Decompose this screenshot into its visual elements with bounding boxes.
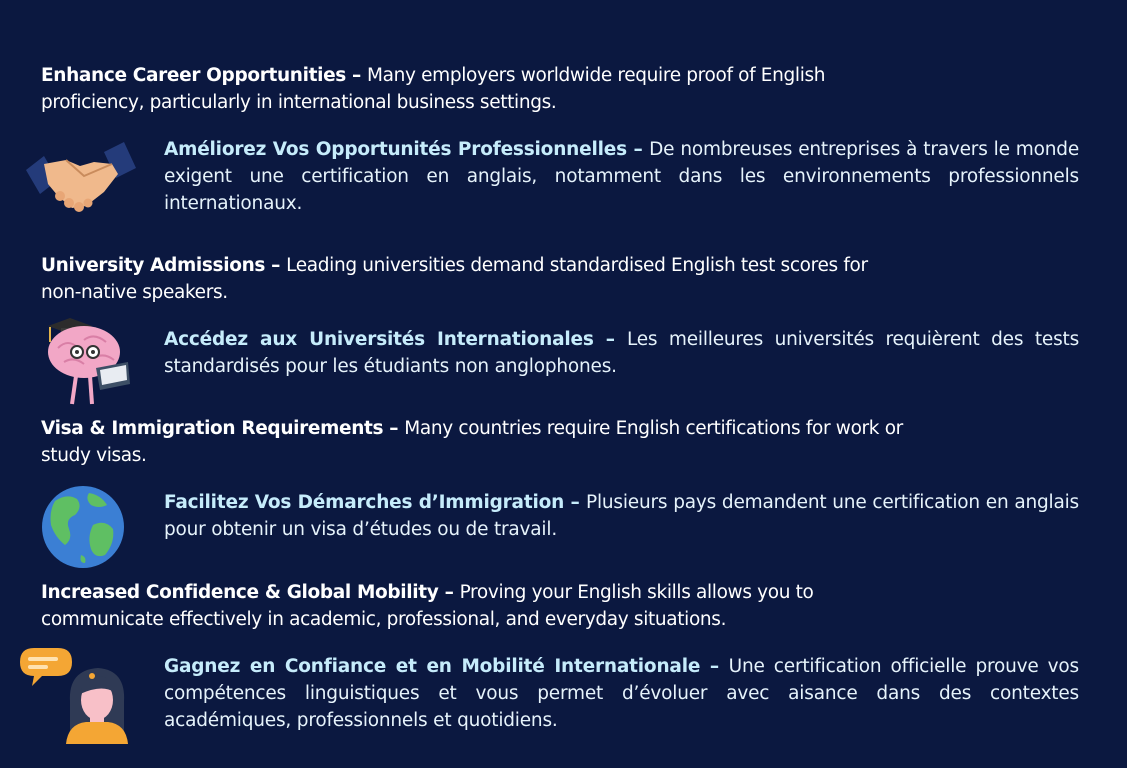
- globe-icon: [41, 485, 125, 569]
- section-1-english: [41, 62, 841, 116]
- handshake-icon: [24, 140, 138, 216]
- section-3-english-text: Many countries require English certifications for work or study visas.: [41, 418, 903, 466]
- section-4-english-text: Proving your English skills allows you to communicate effectively in academic, professional, and everyday situations.: [41, 582, 814, 630]
- section-2-french: [164, 326, 1079, 380]
- section-2-english: [41, 252, 901, 306]
- section-4-english-title: Increased Confidence & Global Mobility –: [41, 582, 460, 603]
- section-2-french-title: Accédez aux Universités Internationales –: [164, 329, 627, 350]
- section-1-french-text: De nombreuses entreprises à travers le monde exigent une certification en anglais, notamment dans les environnements professionnels internationaux.: [164, 139, 1079, 214]
- section-2-english-text: Leading universities demand standardised English test scores for non-native speakers.: [41, 255, 868, 303]
- section-4-english: [41, 579, 851, 633]
- section-3-english-title: Visa & Immigration Requirements –: [41, 418, 405, 439]
- section-4-french-title: Gagnez en Confiance et en Mobilité Internationale –: [164, 656, 729, 677]
- section-1-french: [164, 136, 1079, 217]
- section-3-french: [164, 489, 1079, 543]
- section-3-english: [41, 415, 911, 469]
- section-3-french-text: Plusieurs pays demandent une certification en anglais pour obtenir un visa d’études ou de travail.: [164, 492, 1079, 540]
- section-2-french-text: Les meilleures universités requièrent des tests standardisés pour les étudiants non anglophones.: [164, 329, 1080, 377]
- section-2-english-title: University Admissions –: [41, 255, 287, 276]
- section-1-english-title: Enhance Career Opportunities –: [41, 65, 368, 86]
- section-1-french-title: Améliorez Vos Opportunités Professionnelles –: [164, 139, 650, 160]
- graduate-brain-icon: [44, 318, 134, 408]
- speaking-person-icon: [18, 646, 132, 744]
- section-3-french-title: Facilitez Vos Démarches d’Immigration –: [164, 492, 586, 513]
- section-4-french: [164, 653, 1079, 734]
- section-1-english-text: Many employers worldwide require proof of English proficiency, particularly in international business settings.: [41, 65, 826, 113]
- section-4-french-text: Une certification officielle prouve vos compétences linguistiques et vous permet d’évoluer avec aisance dans des contextes académiques, professionnels et quotidiens.: [164, 656, 1079, 731]
